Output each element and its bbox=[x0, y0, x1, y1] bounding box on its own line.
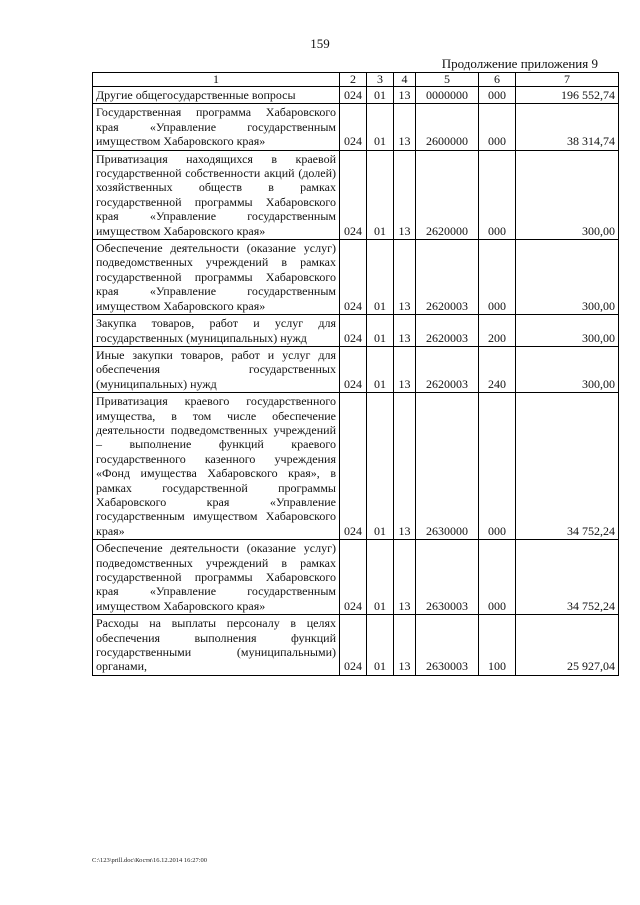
subsection-code: 13 bbox=[394, 315, 416, 347]
ministry-code: 024 bbox=[340, 150, 367, 239]
ministry-code: 024 bbox=[340, 615, 367, 676]
section-code: 01 bbox=[367, 346, 394, 392]
ministry-code: 024 bbox=[340, 87, 367, 104]
row-name: Государственная программа Хабаровского края «Управление государственным имуществом Хабаровского края» bbox=[93, 104, 340, 150]
table-row bbox=[93, 393, 619, 540]
column-header: 2 bbox=[340, 73, 367, 87]
amount: 196 552,74 bbox=[516, 87, 619, 104]
column-header: 7 bbox=[516, 73, 619, 87]
ministry-code: 024 bbox=[340, 240, 367, 315]
row-name: Обеспечение деятельности (оказание услуг) подведомственных учреждений в рамках государственной программы Хабаровского края «Управление государственным имуществом Хабаровского края» bbox=[93, 240, 340, 315]
subsection-code: 13 bbox=[394, 104, 416, 150]
amount: 300,00 bbox=[516, 315, 619, 347]
table-row bbox=[93, 315, 619, 347]
target-code: 2630000 bbox=[416, 393, 479, 540]
expense-type-code: 000 bbox=[479, 393, 516, 540]
ministry-code: 024 bbox=[340, 346, 367, 392]
target-code: 2620003 bbox=[416, 315, 479, 347]
ministry-code: 024 bbox=[340, 315, 367, 347]
section-code: 01 bbox=[367, 540, 394, 615]
subsection-code: 13 bbox=[394, 150, 416, 239]
table-row bbox=[93, 540, 619, 615]
subsection-code: 13 bbox=[394, 393, 416, 540]
target-code: 2620003 bbox=[416, 240, 479, 315]
column-header: 5 bbox=[416, 73, 479, 87]
column-header: 6 bbox=[479, 73, 516, 87]
subsection-code: 13 bbox=[394, 240, 416, 315]
expense-type-code: 000 bbox=[479, 104, 516, 150]
section-code: 01 bbox=[367, 315, 394, 347]
budget-table bbox=[92, 72, 619, 676]
expense-type-code: 000 bbox=[479, 240, 516, 315]
page-number: 159 bbox=[310, 36, 330, 51]
table-row bbox=[93, 150, 619, 239]
row-name: Расходы на выплаты персоналу в целях обеспечения выполнения функций государственными (муниципальными) органами, bbox=[93, 615, 340, 676]
section-code: 01 bbox=[367, 240, 394, 315]
continuation-label: Продолжение приложения 9 bbox=[441, 56, 598, 71]
amount: 300,00 bbox=[516, 346, 619, 392]
section-code: 01 bbox=[367, 393, 394, 540]
header-row bbox=[93, 73, 619, 87]
amount: 34 752,24 bbox=[516, 393, 619, 540]
section-code: 01 bbox=[367, 615, 394, 676]
amount: 34 752,24 bbox=[516, 540, 619, 615]
row-name: Обеспечение деятельности (оказание услуг) подведомственных учреждений в рамках государственной программы Хабаровского края «Управление государственным имуществом Хабаровского края» bbox=[93, 540, 340, 615]
expense-type-code: 200 bbox=[479, 315, 516, 347]
section-code: 01 bbox=[367, 150, 394, 239]
column-header: 4 bbox=[394, 73, 416, 87]
subsection-code: 13 bbox=[394, 540, 416, 615]
ministry-code: 024 bbox=[340, 540, 367, 615]
subsection-code: 13 bbox=[394, 615, 416, 676]
row-name: Другие общегосударственные вопросы bbox=[93, 87, 340, 104]
table-row bbox=[93, 87, 619, 104]
table-row bbox=[93, 240, 619, 315]
row-name: Закупка товаров, работ и услуг для государственных (муниципальных) нужд bbox=[93, 315, 340, 347]
expense-type-code: 000 bbox=[479, 87, 516, 104]
row-name: Иные закупки товаров, работ и услуг для обеспечения государственных (муниципальных) нужд bbox=[93, 346, 340, 392]
ministry-code: 024 bbox=[340, 104, 367, 150]
ministry-code: 024 bbox=[340, 393, 367, 540]
expense-type-code: 100 bbox=[479, 615, 516, 676]
table-row bbox=[93, 346, 619, 392]
section-code: 01 bbox=[367, 87, 394, 104]
expense-type-code: 000 bbox=[479, 150, 516, 239]
target-code: 2600000 bbox=[416, 104, 479, 150]
target-code: 0000000 bbox=[416, 87, 479, 104]
column-header: 3 bbox=[367, 73, 394, 87]
target-code: 2620003 bbox=[416, 346, 479, 392]
table-row bbox=[93, 104, 619, 150]
file-path-footer: C:\123\prill.doc\Костя\16.12.2014 16:27:00 bbox=[92, 857, 207, 864]
subsection-code: 13 bbox=[394, 346, 416, 392]
table-row bbox=[93, 615, 619, 676]
expense-type-code: 240 bbox=[479, 346, 516, 392]
subsection-code: 13 bbox=[394, 87, 416, 104]
target-code: 2620000 bbox=[416, 150, 479, 239]
target-code: 2630003 bbox=[416, 540, 479, 615]
amount: 38 314,74 bbox=[516, 104, 619, 150]
amount: 25 927,04 bbox=[516, 615, 619, 676]
amount: 300,00 bbox=[516, 150, 619, 239]
target-code: 2630003 bbox=[416, 615, 479, 676]
row-name: Приватизация находящихся в краевой государственной собственности акций (долей) хозяйственных обществ в рамках государственной программы Хабаровского края «Управление государственным имуществом Хабаровского края» bbox=[93, 150, 340, 239]
row-name: Приватизация краевого государственного имущества, в том числе обеспечение деятельности подведомственных учреждений – выполнение функций краевого государственного казенного учреждения «Фонд имущества Хабаровского края», в рамках государственной программы Хабаровского края «Управление государственным имуществом Хабаровского края» bbox=[93, 393, 340, 540]
section-code: 01 bbox=[367, 104, 394, 150]
column-header: 1 bbox=[93, 73, 340, 87]
expense-type-code: 000 bbox=[479, 540, 516, 615]
amount: 300,00 bbox=[516, 240, 619, 315]
